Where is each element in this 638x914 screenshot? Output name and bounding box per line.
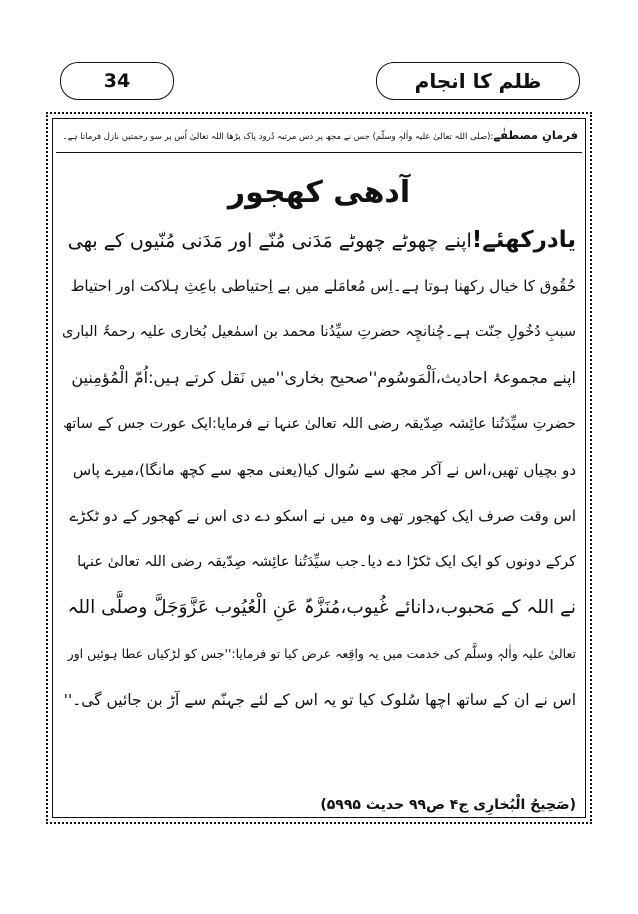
hadith-banner-label: فرمانِ مصطفٰے [493, 128, 578, 142]
section-heading: آدھی کھجور [227, 175, 411, 210]
body-line-9: نے اللہ کے مَحبوب،دانائے غُیوب،مُنَزَّہٌ عَنِ الْعُیُوب عَزَّوَجَلَّ وصلَّی اللہ [67, 597, 576, 618]
body-line-3: سببِ دُخُولِ جنّت ہے۔چُنانچِہ حضرتِ سیِّدُنا محمد بن اسمٰعیل بُخاری علیہ رحمۃُ الباری [62, 324, 576, 340]
body-line-1-text: اپنے چھوٹے چھوٹے مَدَنی مُنّے اور مَدَنی مُنّیوں کے بھی [67, 230, 472, 252]
hadith-banner-text: :(صلی اللہ تعالیٰ علیہ واٰلہٖ وسلّم) جس نے مجھ پر دس مرتبہ دُرود پاک پڑھا اللہ تعالیٰ اُس پر سو رحمتیں نازل فرماتا ہے۔ [62, 132, 494, 142]
banner-divider [56, 152, 582, 153]
lead-phrase: یادرکھئے! [471, 227, 576, 253]
body-line-4: اپنے مجموعۂ احادیث،اَلْمَوسُوم''صحیح بخاری''میں نَقل کرتے ہیں:اُمّ الْمُؤمِنین [71, 368, 576, 387]
body-line-11: اس نے ان کے ساتھ اچھا سُلوک کیا تو یہ اس کے لئے جہنّم سے آڑ بن جائیں گی۔'' [63, 691, 576, 709]
body-line-2: حُقُوق کا خیال رکھنا ہوتا ہے۔اِس مُعامَلے میں بے اِحتیاطی باعِثِ ہلاکت اور احتیاط [70, 277, 576, 295]
hadith-banner [60, 122, 578, 148]
body-line-10: تعالیٰ علیہ واٰلہٖ وسلَّم کی خدمت میں یہ واقِعہ عرض کیا تو فرمایا:''جس کو لڑکیاں عطا ہوئیں اور [67, 646, 576, 661]
body-line-8: کرکے دونوں کو ایک ایک ٹکڑا دے دیا۔جب سیِّدَتُنا عائِشہ صِدّیقہ رضی اللہ تعالیٰ عنہا [77, 554, 576, 570]
hadith-reference: (صَحِیحُ الْبُخارِی ج۴ ص۹۹ حدیث ۵۹۹۵) [320, 797, 576, 813]
body-line-1 [62, 222, 576, 258]
body-line-5: حضرتِ سیِّدَتُنا عائِشہ صِدّیقہ رضی اللہ تعالیٰ عنہا نے فرمایا:ایک عورت جس کے ساتھ [63, 416, 576, 432]
chapter-title: ظلم کا انجام [376, 62, 580, 100]
body-line-7: اس وقت صرف ایک کھجور تھی وہ میں نے اسکو دے دی اس نے کھجور کے دو ٹکڑے [69, 507, 576, 525]
page-number: 34 [60, 62, 174, 100]
body-line-6: دو بچیاں تھیں،اس نے آکر مجھ سے سُوال کیا(یعنی مجھ سے کچھ مانگا)،میرے پاس [72, 461, 576, 479]
